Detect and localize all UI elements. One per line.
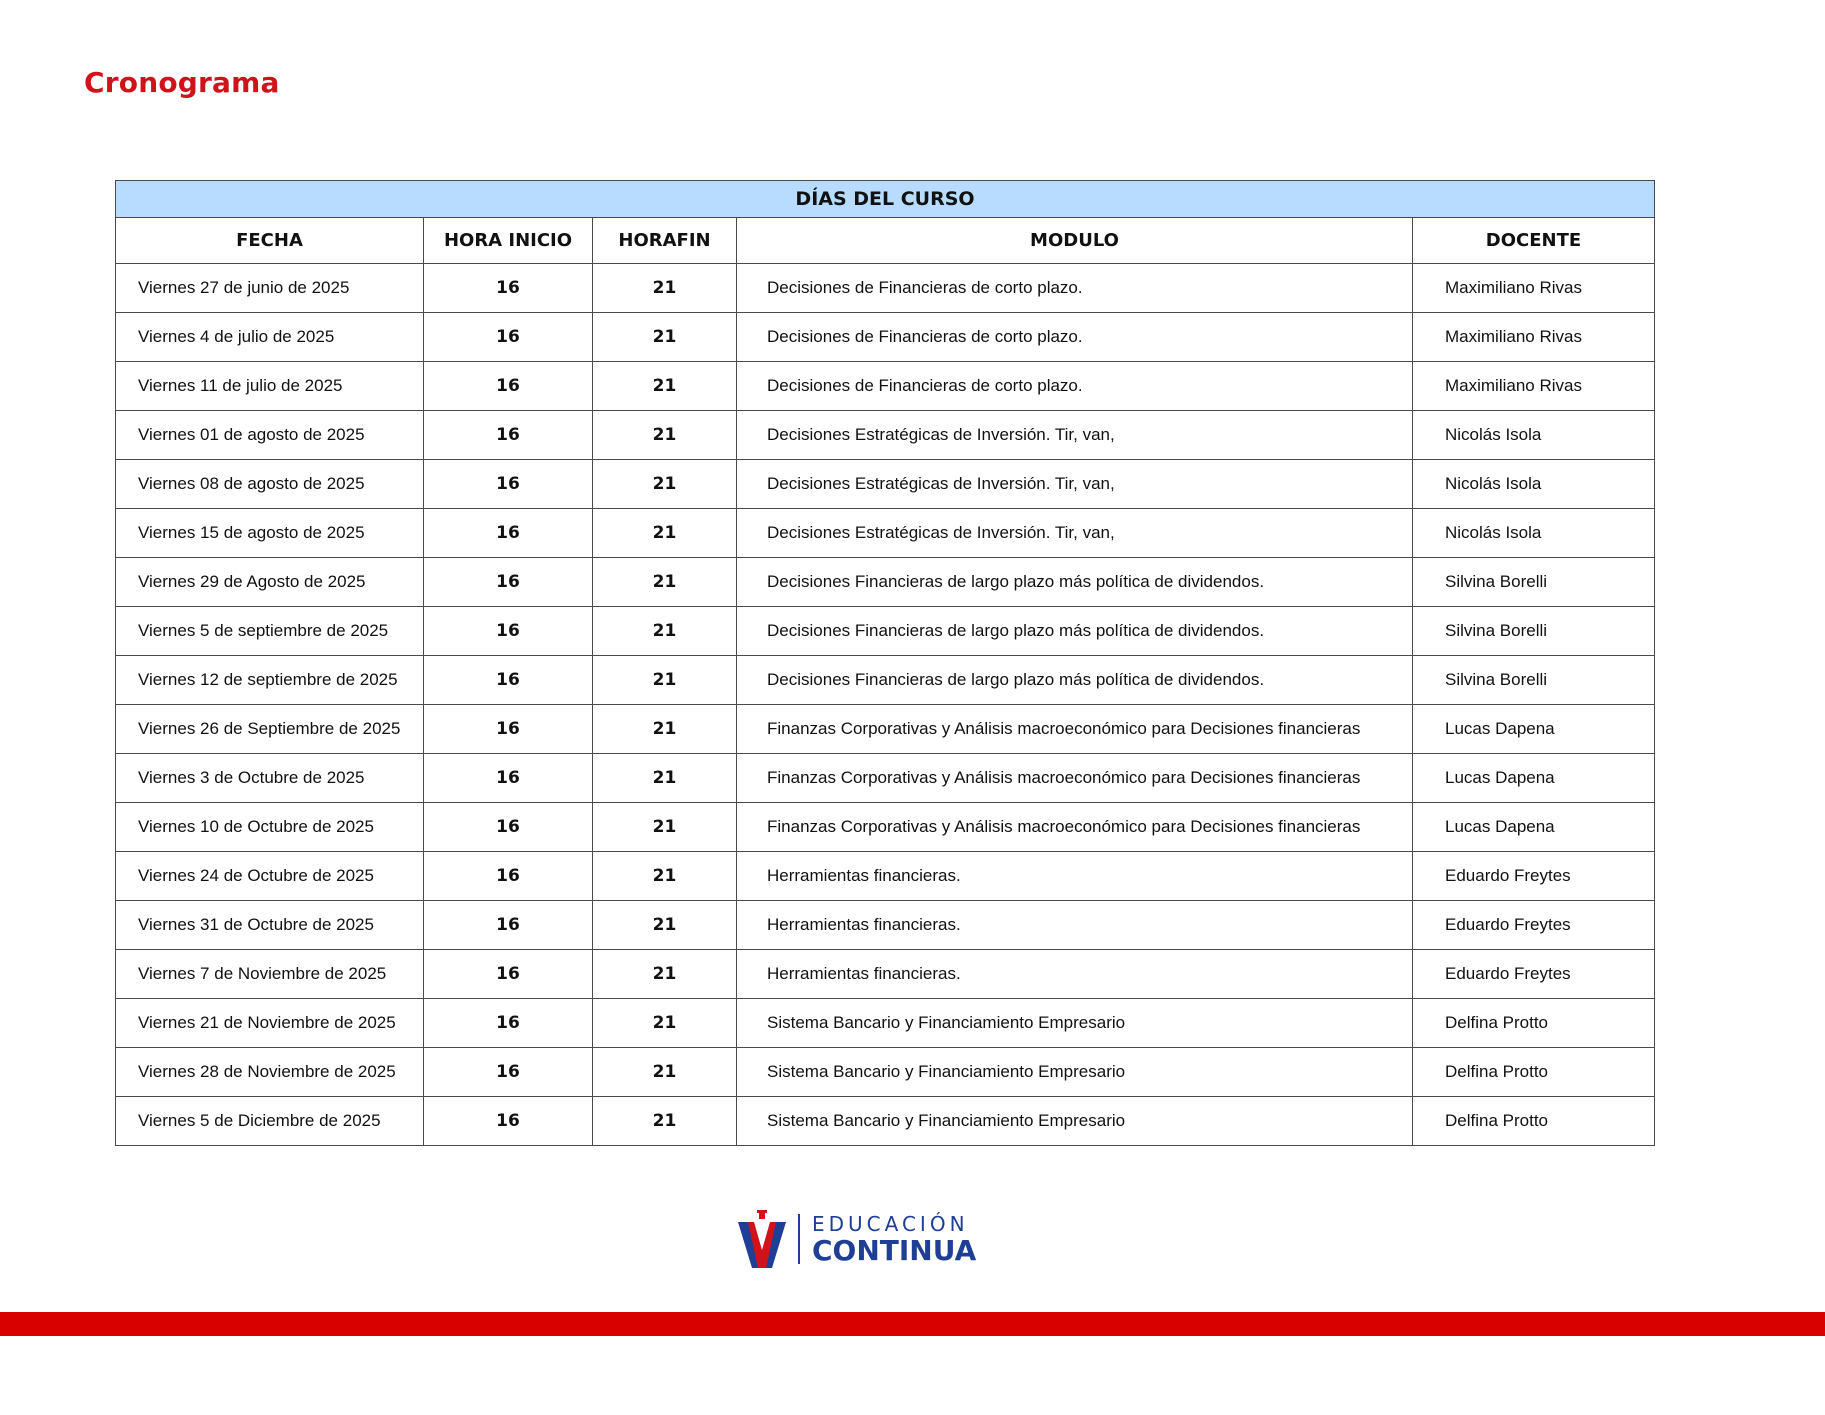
table-row: [116, 656, 1655, 705]
cell-modulo: Decisiones Financieras de largo plazo más política de dividendos.: [737, 558, 1413, 607]
cell-fecha: Viernes 24 de Octubre de 2025: [116, 852, 424, 901]
cell-fecha: Viernes 4 de julio de 2025: [116, 313, 424, 362]
table-row: [116, 509, 1655, 558]
table-row: [116, 411, 1655, 460]
cell-modulo: Decisiones Financieras de largo plazo más política de dividendos.: [737, 656, 1413, 705]
cell-hora-fin: 21: [593, 607, 737, 656]
cell-fecha: Viernes 01 de agosto de 2025: [116, 411, 424, 460]
cell-hora-inicio: 16: [424, 754, 593, 803]
cell-docente: Silvina Borelli: [1413, 558, 1655, 607]
cell-modulo: Decisiones de Financieras de corto plazo.: [737, 313, 1413, 362]
cell-hora-inicio: 16: [424, 313, 593, 362]
table-row: [116, 1048, 1655, 1097]
footer-bar: [0, 1312, 1825, 1336]
cell-hora-fin: 21: [593, 1097, 737, 1146]
table-row: [116, 999, 1655, 1048]
cell-fecha: Viernes 31 de Octubre de 2025: [116, 901, 424, 950]
cell-modulo: Decisiones Estratégicas de Inversión. Tir, van,: [737, 509, 1413, 558]
cell-fecha: Viernes 5 de Diciembre de 2025: [116, 1097, 424, 1146]
cell-hora-fin: 21: [593, 411, 737, 460]
cell-fecha: Viernes 28 de Noviembre de 2025: [116, 1048, 424, 1097]
cell-fecha: Viernes 21 de Noviembre de 2025: [116, 999, 424, 1048]
table-row: [116, 1097, 1655, 1146]
table-row: [116, 607, 1655, 656]
cell-modulo: Decisiones de Financieras de corto plazo.: [737, 362, 1413, 411]
cell-hora-inicio: 16: [424, 901, 593, 950]
table-row: [116, 852, 1655, 901]
page-title: Cronograma: [84, 66, 280, 99]
schedule-body: [116, 264, 1655, 1146]
cell-hora-inicio: 16: [424, 852, 593, 901]
cell-fecha: Viernes 10 de Octubre de 2025: [116, 803, 424, 852]
table-row: [116, 313, 1655, 362]
header-fecha: FECHA: [116, 218, 424, 264]
cell-docente: Silvina Borelli: [1413, 656, 1655, 705]
logo-separator: [798, 1214, 800, 1264]
cell-modulo: Sistema Bancario y Financiamiento Empresario: [737, 1048, 1413, 1097]
cell-hora-inicio: 16: [424, 1048, 593, 1097]
cell-modulo: Sistema Bancario y Financiamiento Empresario: [737, 1097, 1413, 1146]
cell-hora-inicio: 16: [424, 411, 593, 460]
cell-hora-inicio: 16: [424, 999, 593, 1048]
cell-hora-inicio: 16: [424, 509, 593, 558]
cell-hora-inicio: 16: [424, 950, 593, 999]
header-docente: DOCENTE: [1413, 218, 1655, 264]
cell-hora-inicio: 16: [424, 1097, 593, 1146]
cell-docente: Nicolás Isola: [1413, 411, 1655, 460]
cell-docente: Nicolás Isola: [1413, 460, 1655, 509]
cell-docente: Delfina Protto: [1413, 1048, 1655, 1097]
cell-hora-fin: 21: [593, 558, 737, 607]
cell-hora-fin: 21: [593, 803, 737, 852]
table-row: [116, 362, 1655, 411]
cell-docente: Silvina Borelli: [1413, 607, 1655, 656]
header-hora-inicio: HORA INICIO: [424, 218, 593, 264]
cell-docente: Eduardo Freytes: [1413, 901, 1655, 950]
table-header-row: [116, 218, 1655, 264]
cell-docente: Eduardo Freytes: [1413, 950, 1655, 999]
table-banner-row: [116, 181, 1655, 218]
cell-docente: Delfina Protto: [1413, 999, 1655, 1048]
cell-hora-fin: 21: [593, 1048, 737, 1097]
cell-fecha: Viernes 12 de septiembre de 2025: [116, 656, 424, 705]
cell-hora-fin: 21: [593, 754, 737, 803]
cell-modulo: Finanzas Corporativas y Análisis macroeconómico para Decisiones financieras: [737, 803, 1413, 852]
table-row: [116, 558, 1655, 607]
cell-fecha: Viernes 08 de agosto de 2025: [116, 460, 424, 509]
table-row: [116, 705, 1655, 754]
logo-line-educacion: EDUCACIÓN: [812, 1211, 969, 1236]
cell-hora-fin: 21: [593, 509, 737, 558]
cell-modulo: Decisiones Estratégicas de Inversión. Tir, van,: [737, 460, 1413, 509]
cell-hora-inicio: 16: [424, 460, 593, 509]
cell-docente: Maximiliano Rivas: [1413, 362, 1655, 411]
cell-hora-inicio: 16: [424, 705, 593, 754]
header-modulo: MODULO: [737, 218, 1413, 264]
cell-fecha: Viernes 7 de Noviembre de 2025: [116, 950, 424, 999]
cell-modulo: Herramientas financieras.: [737, 852, 1413, 901]
logo-text: [812, 1211, 977, 1267]
cell-hora-fin: 21: [593, 362, 737, 411]
cell-hora-fin: 21: [593, 656, 737, 705]
cell-docente: Nicolás Isola: [1413, 509, 1655, 558]
university-shield-icon: [738, 1210, 786, 1268]
cell-docente: Maximiliano Rivas: [1413, 313, 1655, 362]
table-row: [116, 901, 1655, 950]
table-row: [116, 460, 1655, 509]
cell-hora-fin: 21: [593, 460, 737, 509]
cell-modulo: Finanzas Corporativas y Análisis macroeconómico para Decisiones financieras: [737, 705, 1413, 754]
cell-hora-inicio: 16: [424, 558, 593, 607]
cell-hora-inicio: 16: [424, 264, 593, 313]
cell-docente: Eduardo Freytes: [1413, 852, 1655, 901]
cell-docente: Lucas Dapena: [1413, 705, 1655, 754]
schedule-table: [115, 180, 1655, 1146]
cell-fecha: Viernes 27 de junio de 2025: [116, 264, 424, 313]
cell-fecha: Viernes 3 de Octubre de 2025: [116, 754, 424, 803]
cell-hora-inicio: 16: [424, 362, 593, 411]
cell-modulo: Decisiones de Financieras de corto plazo.: [737, 264, 1413, 313]
cell-hora-inicio: 16: [424, 607, 593, 656]
cell-docente: Maximiliano Rivas: [1413, 264, 1655, 313]
table-row: [116, 803, 1655, 852]
table-banner: DÍAS DEL CURSO: [116, 181, 1655, 218]
cell-modulo: Finanzas Corporativas y Análisis macroeconómico para Decisiones financieras: [737, 754, 1413, 803]
cell-hora-fin: 21: [593, 950, 737, 999]
cell-modulo: Herramientas financieras.: [737, 950, 1413, 999]
cell-fecha: Viernes 15 de agosto de 2025: [116, 509, 424, 558]
cell-hora-fin: 21: [593, 901, 737, 950]
cell-docente: Lucas Dapena: [1413, 803, 1655, 852]
cell-hora-inicio: 16: [424, 656, 593, 705]
table-row: [116, 754, 1655, 803]
cell-fecha: Viernes 26 de Septiembre de 2025: [116, 705, 424, 754]
cell-fecha: Viernes 29 de Agosto de 2025: [116, 558, 424, 607]
educacion-continua-logo: [738, 1210, 976, 1268]
cell-hora-fin: 21: [593, 852, 737, 901]
cell-modulo: Decisiones Estratégicas de Inversión. Tir, van,: [737, 411, 1413, 460]
cell-hora-inicio: 16: [424, 803, 593, 852]
cell-modulo: Herramientas financieras.: [737, 901, 1413, 950]
cell-docente: Lucas Dapena: [1413, 754, 1655, 803]
cell-docente: Delfina Protto: [1413, 1097, 1655, 1146]
cell-hora-fin: 21: [593, 313, 737, 362]
cell-fecha: Viernes 5 de septiembre de 2025: [116, 607, 424, 656]
header-hora-fin: HORAFIN: [593, 218, 737, 264]
cell-hora-fin: 21: [593, 999, 737, 1048]
cell-hora-fin: 21: [593, 705, 737, 754]
cell-modulo: Decisiones Financieras de largo plazo más política de dividendos.: [737, 607, 1413, 656]
table-row: [116, 950, 1655, 999]
table-row: [116, 264, 1655, 313]
cell-modulo: Sistema Bancario y Financiamiento Empresario: [737, 999, 1413, 1048]
logo-line-continua: CONTINUA: [812, 1233, 977, 1267]
cell-fecha: Viernes 11 de julio de 2025: [116, 362, 424, 411]
cell-hora-fin: 21: [593, 264, 737, 313]
